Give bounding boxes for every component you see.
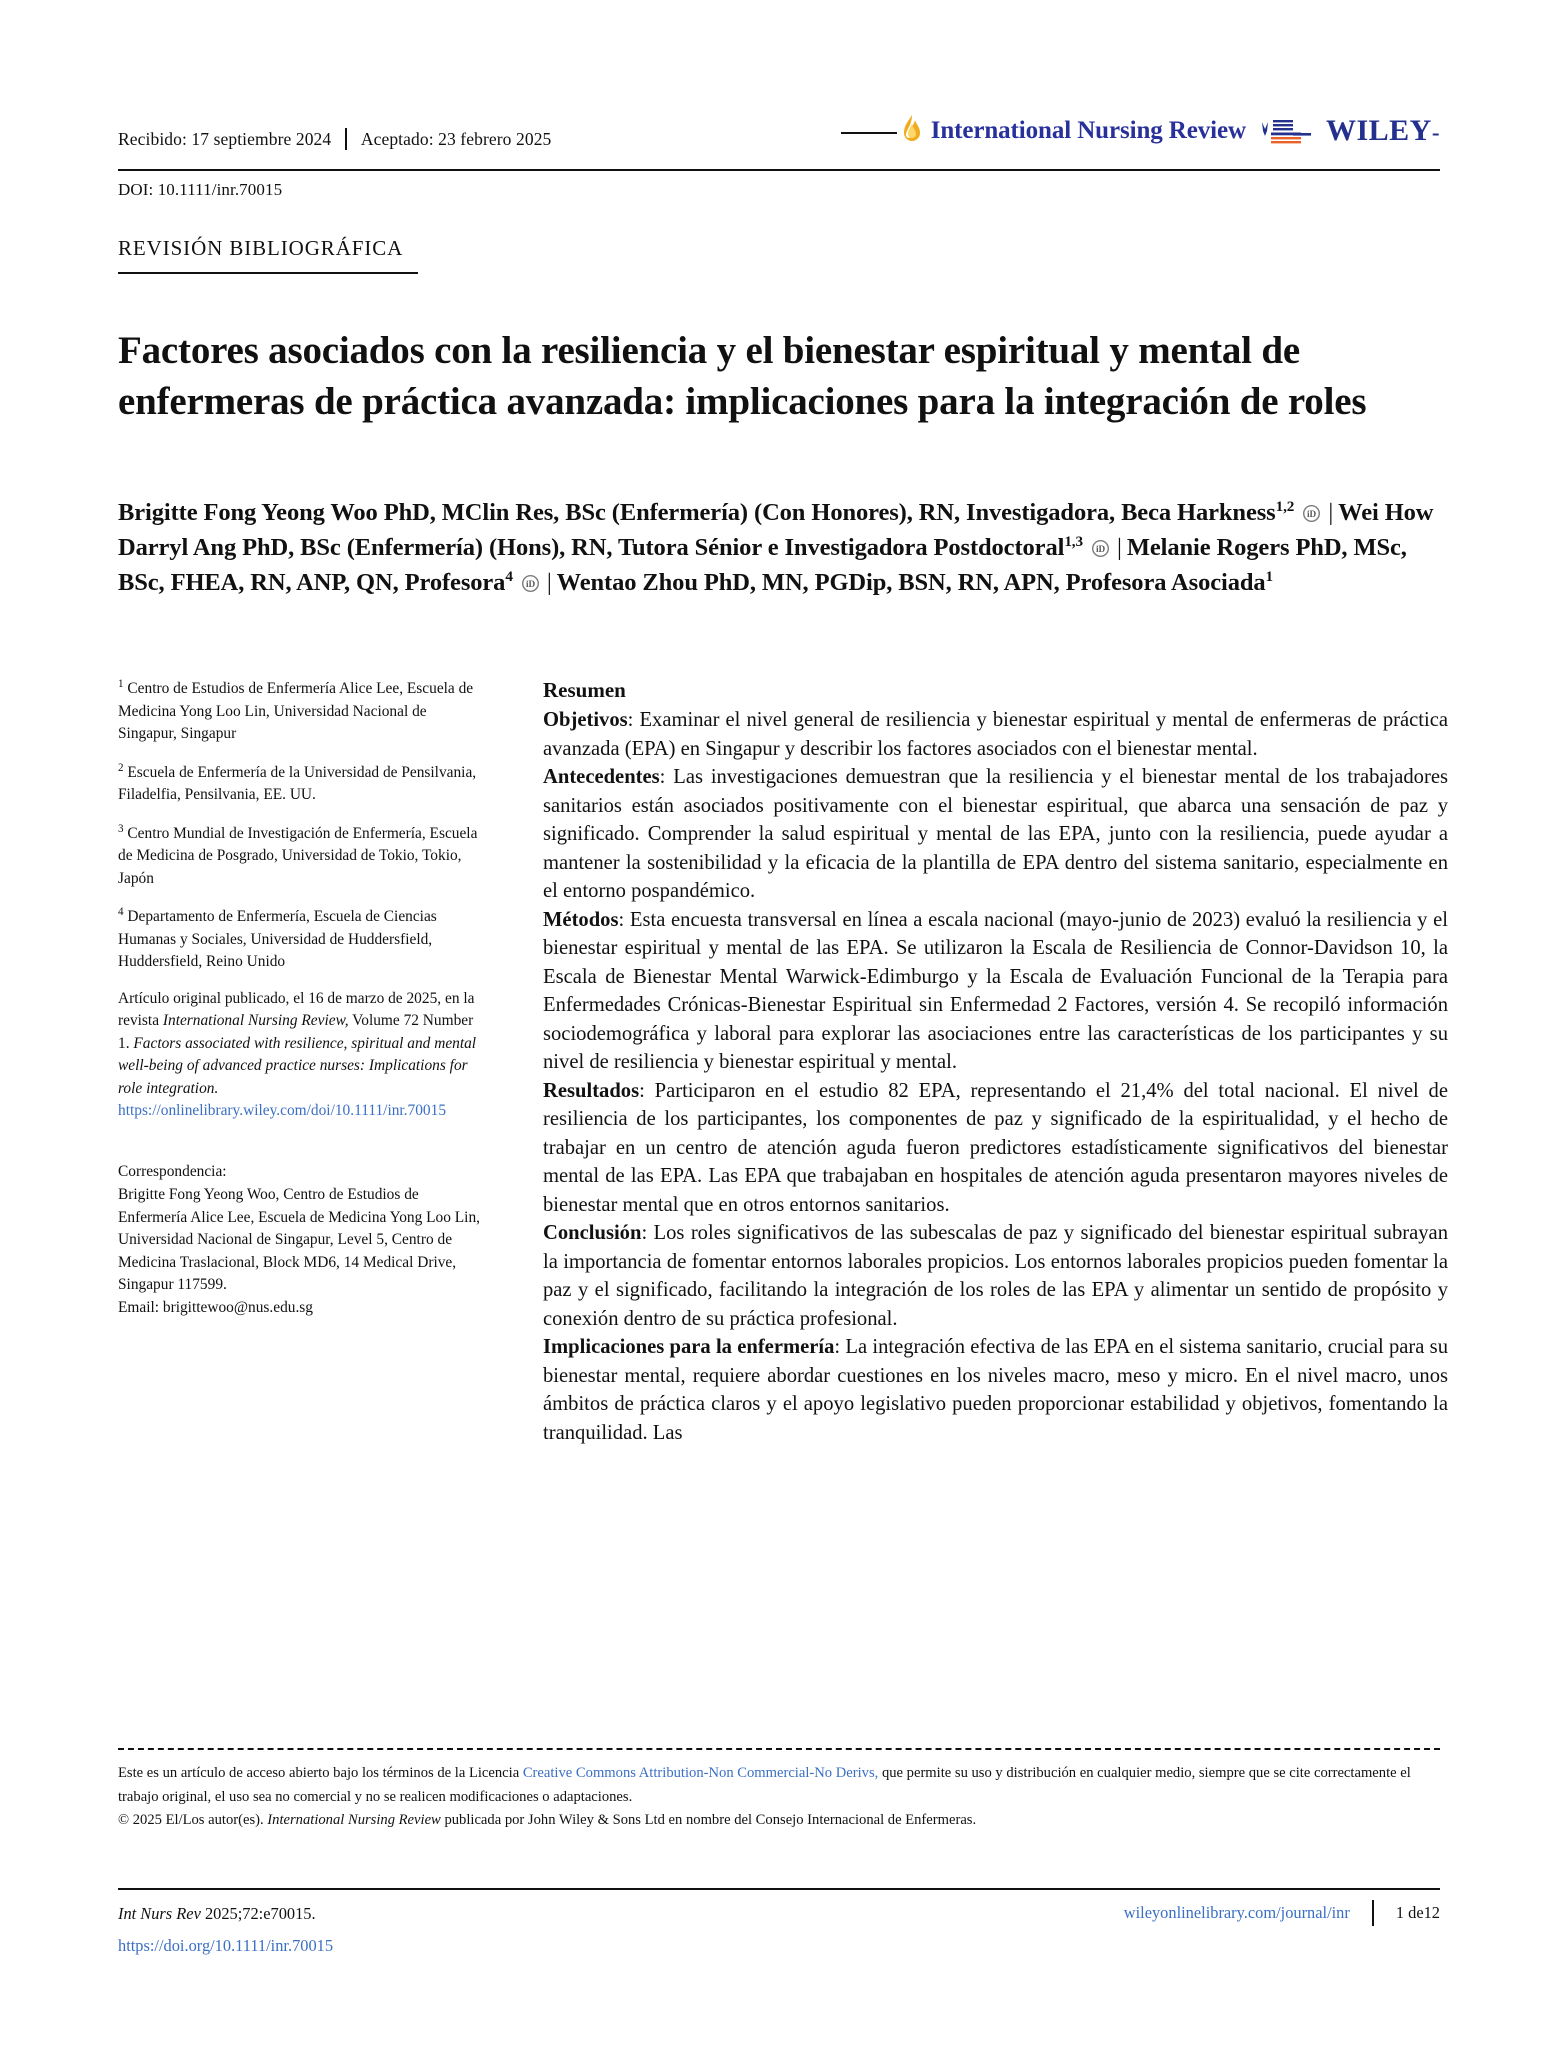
abstract-paragraph-implicaciones [543,1333,1448,1447]
journal-logo-cluster [901,110,1440,152]
author-list [118,496,1458,601]
abstract-heading: Resumen [543,678,626,702]
author-affil-ref-4: 1 [1265,567,1274,585]
abstract-section [543,676,1448,1447]
affiliation-number: 4 [118,906,124,919]
footer-divider [118,1888,1440,1890]
original-note-volume: Volume 72 Number 1. [118,1012,474,1052]
author-affil-ref-2: 1,3 [1064,532,1083,550]
article-type-underline [118,272,418,274]
license-divider [118,1748,1440,1750]
original-note-line1: Artículo original publicado, el 16 de marzo de 2025, [118,989,442,1007]
footer-journal-abbrev: Int Nurs Rev [118,1904,201,1923]
abstract-text: : Examinar el nivel general de resiliencia y bienestar espiritual y mental de enfermeras de práctica avanzada (EPA) en Singapur y describir los factores asociados con el bienestar mental. [543,709,1448,760]
sidebar-metadata [118,676,488,1319]
correspondence-label: Correspondencia: [118,1162,227,1180]
footer-citation-block [118,1898,333,1962]
affiliation-text: Escuela de Enfermería de la Universidad de Pensilvania, Filadelfia, Pensilvania, EE. UU. [118,763,477,804]
author-affil-ref-3: 4 [505,567,513,585]
logo-leader-rule [841,132,897,134]
received-date: Recibido: 17 septiembre 2024 [118,128,332,149]
copyright-journal: International Nursing Review [267,1812,441,1829]
footer-right-block [1124,1900,1440,1926]
page-title: Factores asociados con la resiliencia y el bienestar espiritual y mental de enfermeras de práctica avanzada: implicaciones para la integración de roles [118,329,1367,423]
orcid-icon[interactable] [522,575,539,592]
correspondence-address: Brigitte Fong Yeong Woo, Centro de Estudios de Enfermería Alice Lee, Escuela de Medicina Yong Loo Lin, Universidad Nacional de Singapur, Level 5, Centro de Medicina Traslacional, Block MD6, 14 Medical Drive, Singapur 117599. [118,1186,480,1294]
journal-title: International Nursing Review [930,117,1246,144]
header-divider [118,169,1440,171]
author-separator: | [1117,534,1122,562]
wiley-wordmark: WILEY- [1325,114,1440,147]
submission-dates [118,128,551,150]
correspondence-block [118,1161,488,1319]
abstract-paragraph-objetivos [543,706,1448,763]
creative-commons-link[interactable]: Creative Commons Attribution-Non Commercial-No Derivs, [522,1765,879,1781]
affiliation-item [118,676,488,746]
accepted-date: Aceptado: 23 febrero 2025 [360,128,552,149]
page-header [118,114,1440,150]
date-divider [345,128,347,150]
abstract-text: : La integración efectiva de las EPA en el sistema sanitario, crucial para su bienestar mental, requiere abordar cuestiones en los niveles macro, meso y micro. En el nivel macro, unos ámbitos de práctica claros y el apoyo legislativo pueden proporcionar estabilidad y objetivos, fomentando la tranquilidad. Las [543,1336,1448,1444]
orcid-icon[interactable] [1303,505,1320,522]
page-number: 1 de12 [1395,1903,1440,1922]
abstract-text: : Las investigaciones demuestran que la resiliencia y el bienestar mental de los trabajadores sanitarios están asociados positivamente con el bienestar espiritual, que abarca una sensación de paz y significado. Comprender la salud espiritual y mental de las EPA, junto con la resiliencia, puede ayudar a mantener la sostenibilidad y la eficacia de la plantilla de EPA dentro del sistema sanitario, especialmente en el entorno pospandémico. [543,766,1448,903]
svg-text:iD: iD [1096,544,1106,555]
abstract-paragraph-metodos [543,906,1448,1077]
original-note-journal: International Nursing Review, [162,1012,349,1030]
author-separator: | [1328,499,1334,527]
author-degrees-1: PhD, MClin Res, BSc (Enfermería) (Con Honores), RN, Investigadora, Beca Harkness [377,499,1276,527]
svg-text:iD: iD [1307,509,1317,520]
doi-line: DOI: 10.1111/inr.70015 [118,180,283,199]
footer-journal-link[interactable]: wileyonlinelibrary.com/journal/inr [1123,1903,1350,1922]
license-text-part2: que permite su uso y distribución en cualquier medio, siempre que se cite correctamente el trabajo original, el uso sea no comercial y no se realicen modificaciones o adaptaciones. [118,1765,1411,1805]
footer-doi-link[interactable]: https://doi.org/10.1111/inr.70015 [118,1935,334,1955]
author-separator: | [546,569,552,597]
affiliation-number: 2 [118,761,124,774]
original-note-title: Factors associated with resilience, spiritual and mental well-being of advanced practice nurses: Implications for role integration. [118,1034,477,1097]
copyright-prefix: © 2025 El/Los autor(es). [118,1812,268,1829]
affiliation-item [118,821,488,891]
footer-citation [118,1898,333,1930]
abstract-label: Implicaciones para la enfermería [543,1336,835,1359]
abstract-text: : Participaron en el estudio 82 EPA, representando el 21,4% del total nacional. El nivel de resiliencia de los participantes, los componentes de paz y significado de la espiritualidad, y el hecho de trabajar en un centro de atención aguda fueron predictores estadísticamente significativos del bienestar mental de las EPA. Las EPA que trabajaban en hospitales de atención aguda presentaron mayores niveles de bienestar mental que en otros entornos sanitarios. [543,1079,1448,1216]
footer-citation-rest: 2025;72:e70015. [200,1904,316,1923]
original-article-link[interactable]: https://onlinelibrary.wiley.com/doi/10.1111/inr.70015 [118,1102,447,1120]
abstract-text: : Esta encuesta transversal en línea a escala nacional (mayo-junio de 2023) evaluó la resiliencia y el bienestar espiritual y mental de las EPA. Se utilizaron la Escala de Resiliencia de Connor-Davidson 10, la Escala de Bienestar Mental Warwick-Edimburgo y la Escala de Evaluación Funcional de la Terapia para Enfermedades Crónicas-Bienestar Espiritual sin Enfermedad 2 Factores, versión 4. Se recopiló información sociodemográfica y laboral para explorar las asociaciones entre las características de los participantes y su nivel de resiliencia y bienestar espiritual y mental. [543,908,1448,1074]
correspondence-email: Email: brigittewoo@nus.edu.sg [118,1298,313,1316]
abstract-label: Métodos [543,908,619,931]
license-text-part1: Este es un artículo de acceso abierto bajo los términos de la Licencia [118,1765,523,1781]
orcid-icon[interactable] [1092,540,1109,557]
affiliation-text: Departamento de Enfermería, Escuela de Ciencias Humanas y Sociales, Universidad de Huddersfield, Huddersfield, Reino Unido [118,908,437,971]
affiliation-item [118,760,488,807]
author-name-4: Wentao Zhou [556,569,698,597]
author-name-1: Brigitte Fong Yeong Woo [118,499,378,527]
author-name-2: Wei How Darryl Ang [118,499,1434,562]
license-notice [118,1762,1446,1833]
affiliation-text: Centro Mundial de Investigación de Enfermería, Escuela de Medicina de Posgrado, Universidad de Tokio, Tokio, Japón [118,824,478,887]
abstract-label: Conclusión [543,1222,642,1245]
original-note-prefix: en la revista [118,989,475,1030]
affiliation-number: 3 [118,822,124,835]
abstract-paragraph-antecedentes [543,763,1448,906]
icn-emblem-icon [1258,116,1316,146]
copyright-line [118,1809,1446,1833]
flame-icon [901,114,923,148]
author-degrees-3: PhD, MSc, BSc, FHEA, RN, ANP, QN, Profesora [118,534,1407,597]
affiliation-item [118,904,488,974]
abstract-paragraph-conclusion [543,1219,1448,1333]
author-affil-ref-1: 1,2 [1275,498,1295,515]
author-degrees-2: PhD, BSc (Enfermería) (Hons), RN, Tutora Sénior e Investigadora Postdoctoral [236,534,1065,562]
abstract-text: : Los roles significativos de las subescalas de paz y significado del bienestar espiritual subrayan la importancia de fomentar entornos laborales propicios. Los entornos laborales propicios pueden fomentar la paz y el significado, facilitando la integración de los roles de las EPA y alimentar un sentido de propósito y conexión dentro de su práctica profesional. [543,1222,1448,1330]
copyright-suffix: publicada por John Wiley & Sons Ltd en nombre del Consejo Internacional de Enfermeras. [440,1812,977,1829]
svg-text:iD: iD [525,579,535,590]
article-type-label: REVISIÓN BIBLIOGRÁFICA [118,236,404,260]
author-degrees-4: PhD, MN, PGDip, BSN, RN, APN, Profesora Asociada [697,569,1266,597]
affiliation-number: 1 [118,678,124,690]
abstract-label: Resultados [543,1079,640,1102]
author-name-3: Melanie Rogers [1126,534,1290,562]
affiliation-text: Centro de Estudios de Enfermería Alice Lee, Escuela de Medicina Yong Loo Lin, Universidad Nacional de Singapur, Singapur [118,680,474,743]
abstract-label: Antecedentes [543,766,660,789]
original-publication-note [118,988,488,1123]
footer-separator [1372,1900,1374,1926]
abstract-paragraph-resultados [543,1077,1448,1220]
abstract-label: Objetivos [543,709,628,732]
